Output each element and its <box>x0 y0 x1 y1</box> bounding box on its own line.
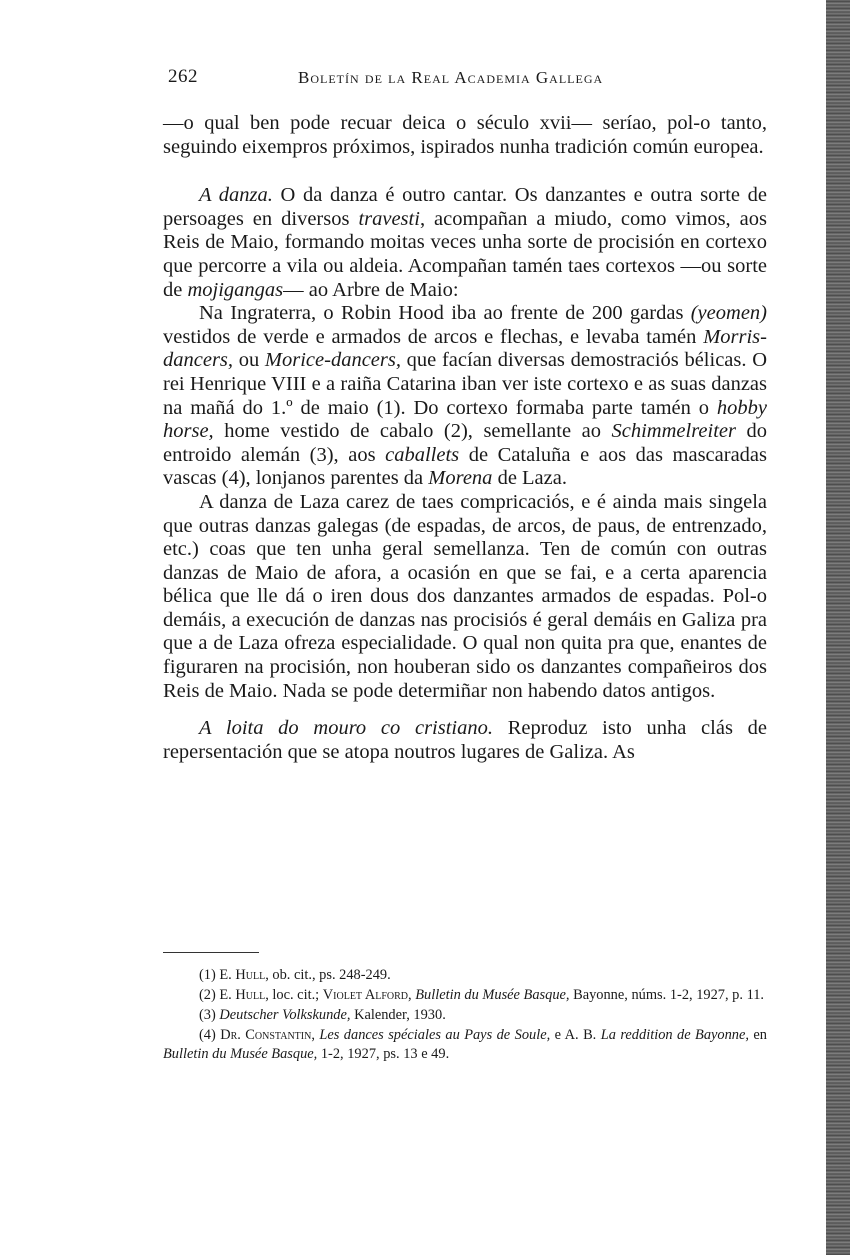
paragraph-danza: A danza. O da danza é outro cantar. Os danzantes e outra sorte de persoages en diversos travesti, acompañan a miudo, como vimos, aos Reis de Maio, formando moitas veces unha sorte de procisión en cortexo que percorre a vila ou aldeia. Acompañan tamén taes cortexos —ou sorte de mojigangas— ao Arbre de Maio: <box>163 184 767 301</box>
footnote-3: (3) Deutscher Volkskunde, Kalender, 1930. <box>199 1007 446 1023</box>
body-text <box>163 112 767 764</box>
section-heading-danza: A danza. <box>199 184 273 207</box>
paragraph-laza: A danza de Laza carez de taes compricaciós, e é ainda mais singela que outras danzas galegas (de espadas, de arcos, de paus, de entrenzado, etc.) coas que ten unha geral semellanza. Ten de común con outras danzas de Maio de afora, a ocasión en que se fai, e a certa aparencia bélica que lle dá o iren dous dos danzantes armados de espadas. Pol-o demáis, a execución de danzas nas procisiós é geral demáis en Galiza pra que a de Laza ofreza especialidade. O qual non quita pra que, enantes de figuraren na procisión, non houberan sido os danzantes compañeiros dos Reis de Maio. Nada se pode determiñar non habendo datos antigos. <box>163 490 767 702</box>
paragraph-ingraterra: Na Ingraterra, o Robin Hood iba ao frente de 200 gardas (yeomen) vestidos de verde e armados de arcos e flechas, e levaba tamén Morris-dancers, ou Morice-dancers, que facían diversas demostraciós bélicas. O rei Henrique VIII e a raiña Catarina iban ver iste cortexo e as suas danzas na mañá do 1.º de maio (1). Do cortexo formaba parte tamén o hobby horse, home vestido de cabalo (2), semellante ao Schimmelreiter do entroido alemán (3), aos caballets de Cataluña e aos das mascaradas vascas (4), lonjanos parentes da Morena de Laza. <box>163 302 768 490</box>
scan-edge <box>826 0 850 1255</box>
paragraph-1: —o qual ben pode recuar deica o século xvii— seríao, pol-o tanto, seguindo eixempros próximos, ispirados nunha tradición común europea. <box>163 112 767 158</box>
page-number: 262 <box>168 66 198 87</box>
section-heading-loita: A loita do mouro co cristiano. <box>199 717 493 740</box>
footnote-4: (4) Dr. Constantin, Les dances spéciales au Pays de Soule, e A. B. La reddition de Bayonne, en Bulletin du Musée Basque, 1-2, 1927, ps. 13 e 49. <box>163 1027 768 1062</box>
running-title: Boletín de la Real Academia Gallega <box>298 68 604 87</box>
footnotes <box>163 966 767 1065</box>
footnote-1: (1) E. Hull, ob. cit., ps. 248-249. <box>199 967 391 983</box>
footnote-2: (2) E. Hull, loc. cit.; Violet Alford, Bulletin du Musée Basque, Bayonne, núms. 1-2, 1927, p. 11. <box>199 987 765 1003</box>
paragraph-loita: A loita do mouro co cristiano. Reproduz isto unha clás de repersentación que se atopa noutros lugares de Galiza. As <box>163 717 768 763</box>
page-header <box>168 62 768 92</box>
footnote-divider <box>163 952 259 953</box>
